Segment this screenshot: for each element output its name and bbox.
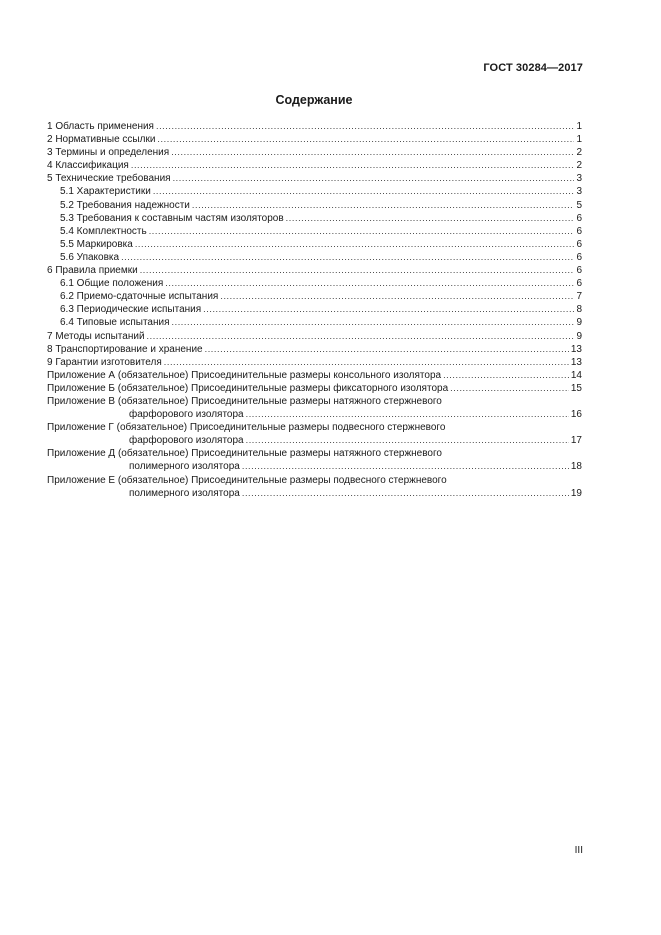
toc-entry-5-2[interactable]: 5.2 Требования надежности ..... 5 <box>47 199 582 212</box>
toc-appendix-g[interactable]: Приложение Г (обязательное) Присоединительные размеры подвесного стержневого фарфорового изолятора ..... 17 <box>47 421 582 447</box>
toc-entry-6-1[interactable]: 6.1 Общие положения ..... 6 <box>47 277 582 290</box>
toc-entry-4[interactable]: 4 Классификация ..... 2 <box>47 159 582 172</box>
toc-entry-3[interactable]: 3 Термины и определения ..... 2 <box>47 146 582 159</box>
toc-entry-5-4[interactable]: 5.4 Комплектность ..... 6 <box>47 225 582 238</box>
toc-entry-5[interactable]: 5 Технические требования ..... 3 <box>47 172 582 185</box>
toc-entry-6-2[interactable]: 6.2 Приемо-сдаточные испытания ..... 7 <box>47 290 582 303</box>
toc-entry-8[interactable]: 8 Транспортирование и хранение ..... 13 <box>47 343 582 356</box>
toc-entry-7[interactable]: 7 Методы испытаний ..... 9 <box>47 330 582 343</box>
toc-entry-5-1[interactable]: 5.1 Характеристики ..... 3 <box>47 185 582 198</box>
page-number: III <box>574 845 583 856</box>
toc-appendix-v[interactable]: Приложение В (обязательное) Присоединительные размеры натяжного стержневого фарфорового изолятора ..... 16 <box>47 395 582 421</box>
toc-entry-6[interactable]: 6 Правила приемки ..... 6 <box>47 264 582 277</box>
toc-entry-5-6[interactable]: 5.6 Упаковка ..... 6 <box>47 251 582 264</box>
toc-entry-5-3[interactable]: 5.3 Требования к составным частям изоляторов ..... 6 <box>47 212 582 225</box>
page-title: Содержание <box>275 93 353 107</box>
toc-entry-6-3[interactable]: 6.3 Периодические испытания ..... 8 <box>47 303 582 316</box>
toc-entry-9[interactable]: 9 Гарантии изготовителя ..... 13 <box>47 356 582 369</box>
document-code: ГОСТ 30284—2017 <box>483 62 583 74</box>
toc-appendix-d[interactable]: Приложение Д (обязательное) Присоединительные размеры натяжного стержневого полимерного изолятора ..... 18 <box>47 447 582 473</box>
toc-entry-2[interactable]: 2 Нормативные ссылки ..... 1 <box>47 133 582 146</box>
toc-entry-6-4[interactable]: 6.4 Типовые испытания ..... 9 <box>47 316 582 329</box>
table-of-contents <box>47 120 582 500</box>
toc-appendix-b[interactable]: Приложение Б (обязательное) Присоединительные размеры фиксаторного изолятора ..... 15 <box>47 382 582 395</box>
toc-appendix-e[interactable]: Приложение Е (обязательное) Присоединительные размеры подвесного стержневого полимерного изолятора ..... 19 <box>47 474 582 500</box>
toc-appendix-a[interactable]: Приложение А (обязательное) Присоединительные размеры консольного изолятора ..... 14 <box>47 369 582 382</box>
toc-entry-1[interactable]: 1 Область применения ..... 1 <box>47 120 582 133</box>
toc-entry-5-5[interactable]: 5.5 Маркировка ..... 6 <box>47 238 582 251</box>
